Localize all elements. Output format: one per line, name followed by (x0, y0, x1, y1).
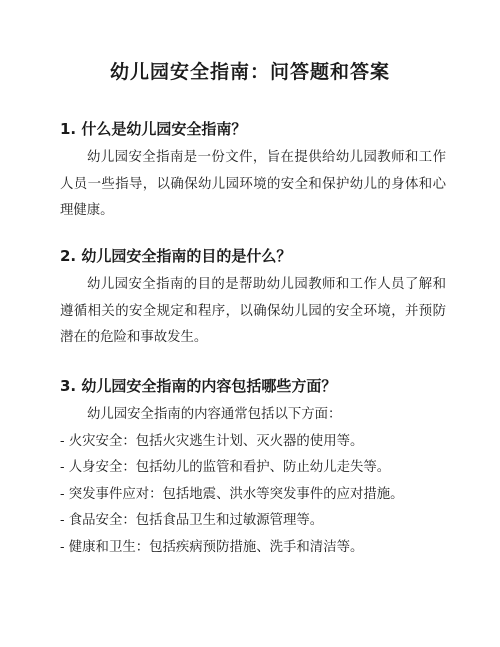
question-1: 1. 什么是幼儿园安全指南？ (60, 120, 247, 138)
answer-1: 幼儿园安全指南是一份文件，旨在提供给幼儿园教师和工作人员一些指导，以确保幼儿园环境的安全和保护幼儿的身体和心理健康。 (60, 150, 446, 218)
answer-2: 幼儿园安全指南的目的是帮助幼儿园教师和工作人员了解和遵循相关的安全规定和程序，以确保幼儿园的安全环境，并预防潜在的危险和事故发生。 (60, 277, 446, 345)
answer-3-intro: 幼儿园安全指南的内容通常包括以下方面： (87, 407, 342, 422)
document-title: 幼儿园安全指南：问答题和答案 (109, 61, 390, 83)
qa-section-3 (60, 374, 446, 561)
list-item: - 人身安全：包括幼儿的监管和看护、防止幼儿走失等。 (60, 460, 391, 475)
list-item: - 健康和卫生：包括疾病预防措施、洗手和清洁等。 (60, 539, 364, 555)
list-item: - 突发事件应对：包括地震、洪水等突发事件的应对措施。 (60, 486, 404, 502)
answer-3-list (60, 429, 446, 562)
qa-section-2 (60, 244, 446, 352)
question-2: 2. 幼儿园安全指南的目的是什么？ (60, 247, 292, 265)
question-3: 3. 幼儿园安全指南的内容包括哪些方面？ (60, 377, 337, 395)
qa-section-1 (60, 117, 446, 225)
list-item: - 食品安全：包括食品卫生和过敏源管理等。 (60, 513, 324, 528)
list-item: - 火灾安全：包括火灾逃生计划、灭火器的使用等。 (60, 433, 364, 449)
